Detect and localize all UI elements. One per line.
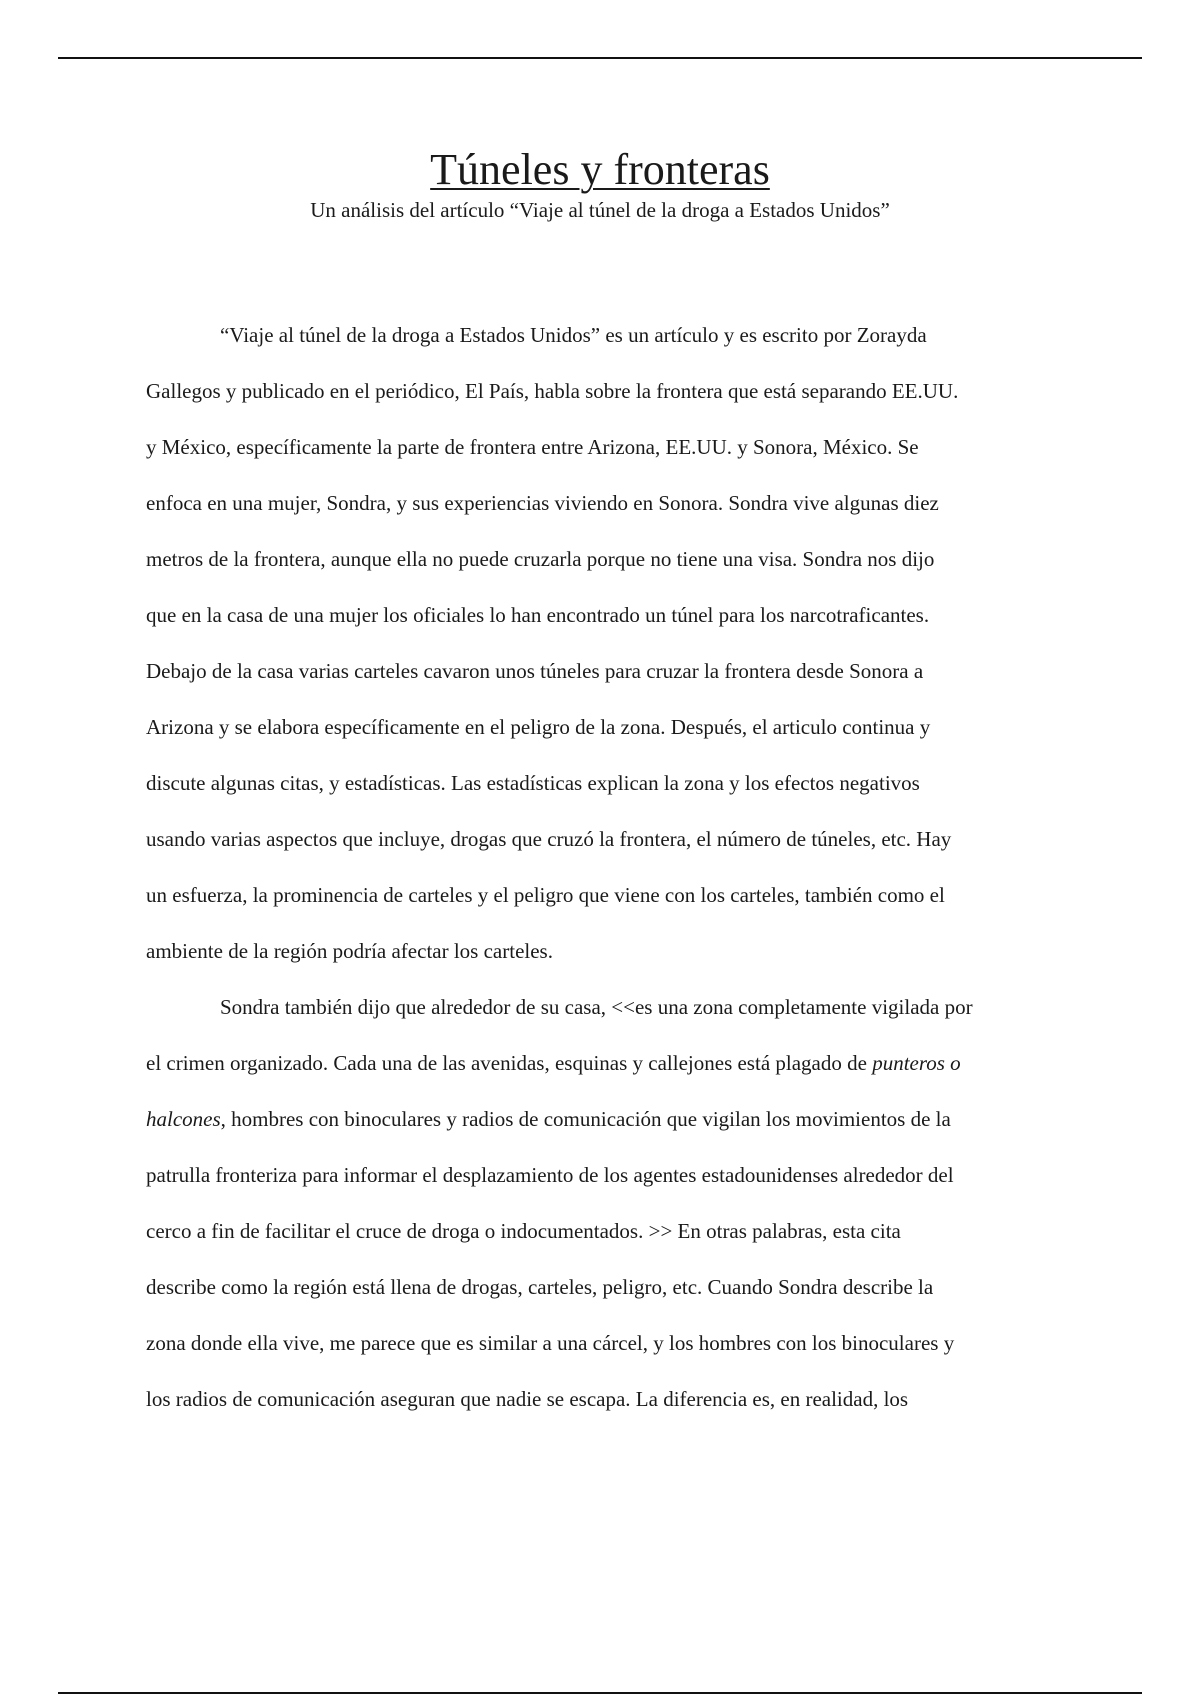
text-line: Debajo de la casa varias carteles cavaron unos túneles para cruzar la frontera desde Sonora a bbox=[146, 659, 924, 683]
text-line: zona donde ella vive, me parece que es similar a una cárcel, y los hombres con los binoculares y bbox=[146, 1331, 955, 1355]
paragraph-2 bbox=[146, 979, 1088, 1427]
text-line: “Viaje al túnel de la droga a Estados Unidos” es un artículo y es escrito por Zorayda bbox=[220, 323, 927, 347]
text-line: ambiente de la región podría afectar los carteles. bbox=[146, 939, 553, 963]
top-rule bbox=[58, 57, 1142, 59]
text-line: Sondra también dijo que alrededor de su casa, <<es una zona completamente vigilada por bbox=[220, 995, 973, 1019]
text-line: un esfuerza, la prominencia de carteles y el peligro que viene con los carteles, también como el bbox=[146, 883, 945, 907]
text-line: metros de la frontera, aunque ella no puede cruzarla porque no tiene una visa. Sondra nos dijo bbox=[146, 547, 935, 571]
italic-text: halcones bbox=[146, 1107, 221, 1131]
bottom-rule bbox=[58, 1692, 1142, 1694]
text-line: que en la casa de una mujer los oficiales lo han encontrado un túnel para los narcotraficantes. bbox=[146, 603, 930, 627]
document-body bbox=[146, 307, 1088, 1427]
text-line: usando varias aspectos que incluye, drogas que cruzó la frontera, el número de túneles, etc. Hay bbox=[146, 827, 952, 851]
document-title: Túneles y fronteras bbox=[430, 145, 770, 194]
text-line: Arizona y se elabora específicamente en el peligro de la zona. Después, el articulo continua y bbox=[146, 715, 931, 739]
text-run: , hombres con binoculares y radios de comunicación que vigilan los movimientos de la bbox=[220, 1107, 951, 1131]
text-line: cerco a fin de facilitar el cruce de droga o indocumentados. >> En otras palabras, esta cita bbox=[146, 1219, 901, 1243]
text-line: describe como la región está llena de drogas, carteles, peligro, etc. Cuando Sondra describe la bbox=[146, 1275, 934, 1299]
text-line: patrulla fronteriza para informar el desplazamiento de los agentes estadounidenses alrededor del bbox=[146, 1163, 954, 1187]
paragraph-1 bbox=[146, 307, 1088, 979]
document-header bbox=[0, 144, 1200, 223]
text-line: y México, específicamente la parte de frontera entre Arizona, EE.UU. y Sonora, México. Se bbox=[146, 435, 919, 459]
italic-text: punteros o bbox=[872, 1051, 961, 1075]
text-line bbox=[146, 1091, 1088, 1147]
text-line: Gallegos y publicado en el periódico, El País, habla sobre la frontera que está separando EE.UU. bbox=[146, 379, 959, 403]
text-line: enfoca en una mujer, Sondra, y sus experiencias viviendo en Sonora. Sondra vive algunas diez bbox=[146, 491, 939, 515]
document-subtitle: Un análisis del artículo “Viaje al túnel de la droga a Estados Unidos” bbox=[310, 198, 890, 222]
text-line: los radios de comunicación aseguran que nadie se escapa. La diferencia es, en realidad, los bbox=[146, 1387, 909, 1411]
text-line: discute algunas citas, y estadísticas. Las estadísticas explican la zona y los efectos negativos bbox=[146, 771, 920, 795]
text-run: el crimen organizado. Cada una de las avenidas, esquinas y callejones está plagado de bbox=[146, 1051, 873, 1075]
text-line bbox=[146, 1035, 1088, 1091]
